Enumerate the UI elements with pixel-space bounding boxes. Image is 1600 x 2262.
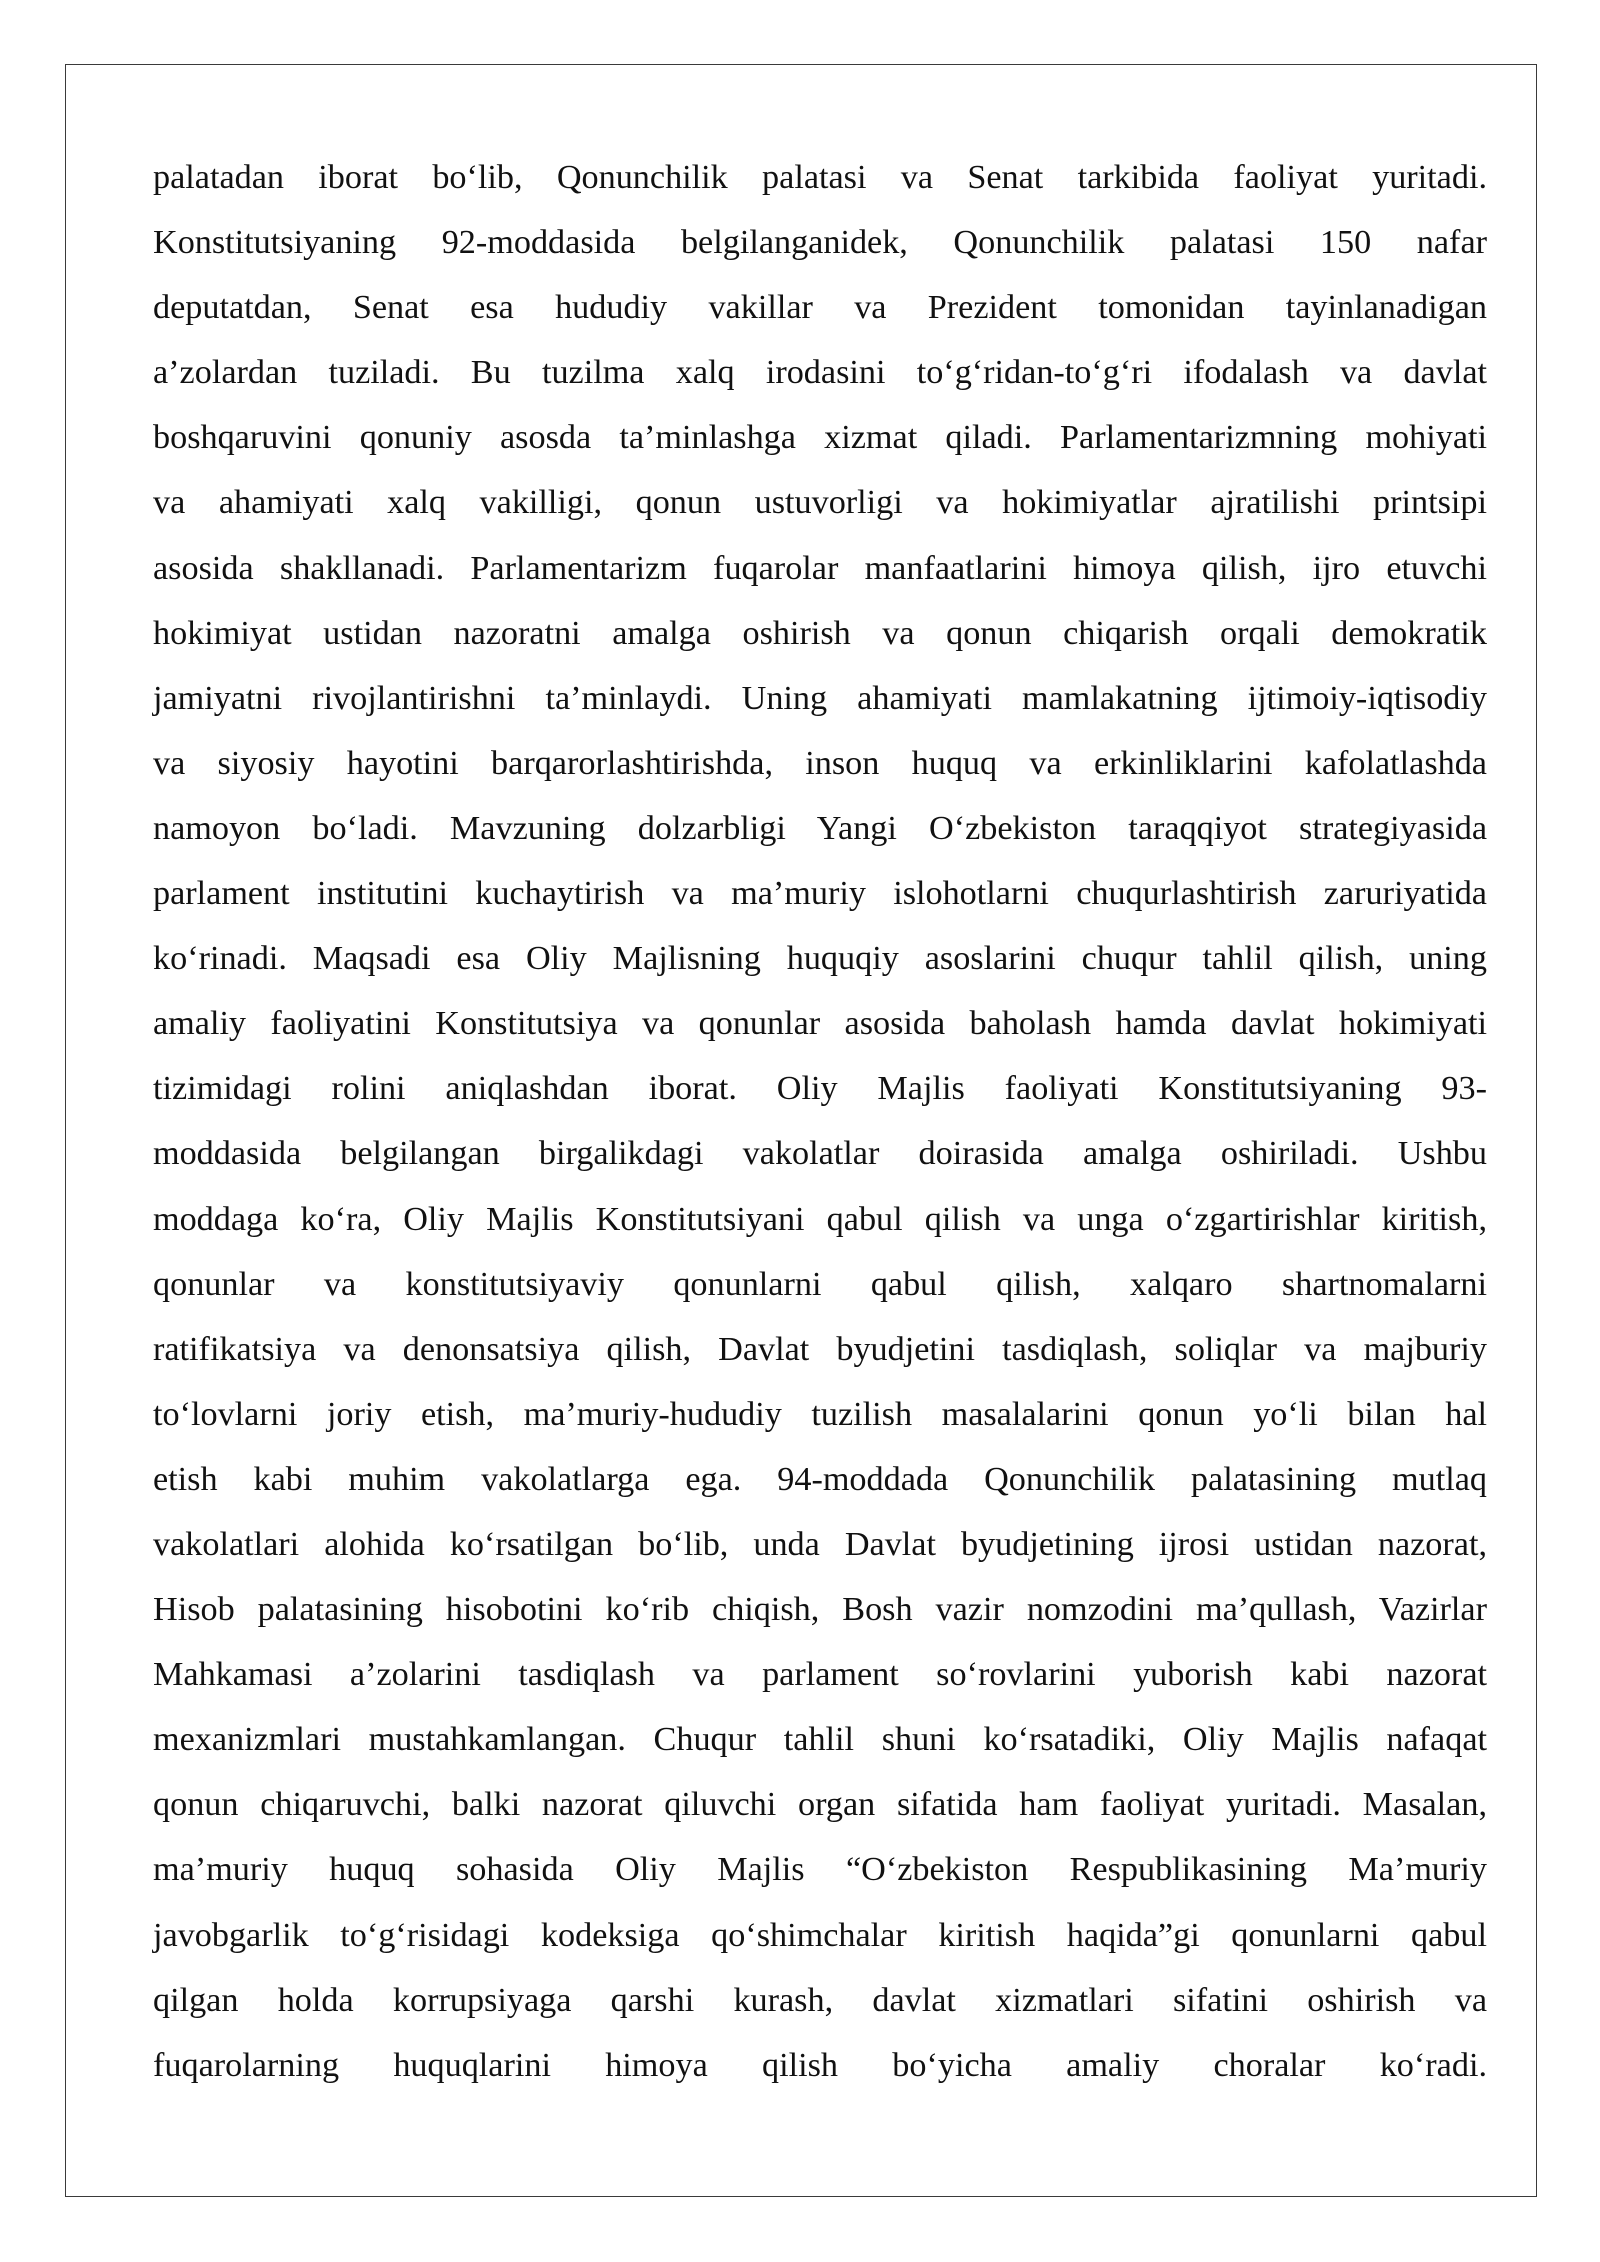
text-line: fuqarolarning huquqlarini himoya qilish bo‘yicha amaliy choralar ko‘radi. xyxy=(153,2046,1487,2084)
text-line: javobgarlik to‘g‘risidagi kodeksiga qo‘shimchalar kiritish haqida”gi qonunlarni qabul xyxy=(153,1916,1487,1954)
text-line: Hisob palatasining hisobotini ko‘rib chiqish, Bosh vazir nomzodini ma’qullash, Vazirlar xyxy=(153,1591,1487,1629)
text-line: asosida shakllanadi. Parlamentarizm fuqarolar manfaatlarini himoya qilish, ijro etuvchi xyxy=(153,549,1487,587)
text-line: qilgan holda korrupsiyaga qarshi kurash, davlat xizmatlari sifatini oshirish va xyxy=(153,1981,1487,2019)
text-line: hokimiyat ustidan nazoratni amalga oshirish va qonun chiqarish orqali demokratik xyxy=(153,614,1487,652)
text-line: namoyon bo‘ladi. Mavzuning dolzarbligi Yangi O‘zbekiston taraqqiyot strategiyasida xyxy=(153,809,1487,847)
text-line: va ahamiyati xalq vakilligi, qonun ustuvorligi va hokimiyatlar ajratilishi printsipi xyxy=(153,484,1487,522)
text-line: jamiyatni rivojlantirishni ta’minlaydi. Uning ahamiyati mamlakatning ijtimoiy-iqtisodiy xyxy=(153,679,1487,717)
text-line: boshqaruvini qonuniy asosda ta’minlashga xizmat qiladi. Parlamentarizmning mohiyati xyxy=(153,419,1487,457)
text-line: ma’muriy huquq sohasida Oliy Majlis “O‘zbekiston Respublikasining Ma’muriy xyxy=(153,1851,1487,1889)
text-line: to‘lovlarni joriy etish, ma’muriy-hududiy tuzilish masalalarini qonun yo‘li bilan hal xyxy=(153,1395,1487,1433)
text-line: ko‘rinadi. Maqsadi esa Oliy Majlisning huquqiy asoslarini chuqur tahlil qilish, uning xyxy=(153,940,1487,978)
text-line: qonun chiqaruvchi, balki nazorat qiluvchi organ sifatida ham faoliyat yuritadi. Masalan, xyxy=(153,1786,1487,1824)
text-line: tizimidagi rolini aniqlashdan iborat. Oliy Majlis faoliyati Konstitutsiyaning 93- xyxy=(153,1070,1487,1108)
text-line: qonunlar va konstitutsiyaviy qonunlarni qabul qilish, xalqaro shartnomalarni xyxy=(153,1265,1487,1303)
text-line: parlament institutini kuchaytirish va ma’muriy islohotlarni chuqurlashtirish zaruriyatida xyxy=(153,875,1487,913)
text-line: mexanizmlari mustahkamlangan. Chuqur tahlil shuni ko‘rsatadiki, Oliy Majlis nafaqat xyxy=(153,1721,1487,1759)
text-line: deputatdan, Senat esa hududiy vakillar va Prezident tomonidan tayinlanadigan xyxy=(153,289,1487,327)
text-line: palatadan iborat bo‘lib, Qonunchilik palatasi va Senat tarkibida faoliyat yuritadi. xyxy=(153,159,1487,196)
text-line: moddasida belgilangan birgalikdagi vakolatlar doirasida amalga oshiriladi. Ushbu xyxy=(153,1135,1487,1173)
document-body xyxy=(153,145,1487,2098)
text-line: ratifikatsiya va denonsatsiya qilish, Davlat byudjetini tasdiqlash, soliqlar va majburiy xyxy=(153,1330,1487,1368)
text-line: Konstitutsiyaning 92-moddasida belgilanganidek, Qonunchilik palatasi 150 nafar xyxy=(153,224,1487,262)
text-line: a’zolardan tuziladi. Bu tuzilma xalq irodasini to‘g‘ridan-to‘g‘ri ifodalash va davlat xyxy=(153,354,1487,392)
text-line: moddaga ko‘ra, Oliy Majlis Konstitutsiyani qabul qilish va unga o‘zgartirishlar kiritish, xyxy=(153,1200,1487,1238)
text-line: va siyosiy hayotini barqarorlashtirishda, inson huquq va erkinliklarini kafolatlashda xyxy=(153,744,1487,782)
text-line: amaliy faoliyatini Konstitutsiya va qonunlar asosida baholash hamda davlat hokimiyati xyxy=(153,1005,1487,1043)
text-line: vakolatlari alohida ko‘rsatilgan bo‘lib, unda Davlat byudjetining ijrosi ustidan nazorat, xyxy=(153,1525,1487,1563)
text-line: Mahkamasi a’zolarini tasdiqlash va parlament so‘rovlarini yuborish kabi nazorat xyxy=(153,1656,1487,1694)
text-line: etish kabi muhim vakolatlarga ega. 94-moddada Qonunchilik palatasining mutlaq xyxy=(153,1460,1487,1498)
